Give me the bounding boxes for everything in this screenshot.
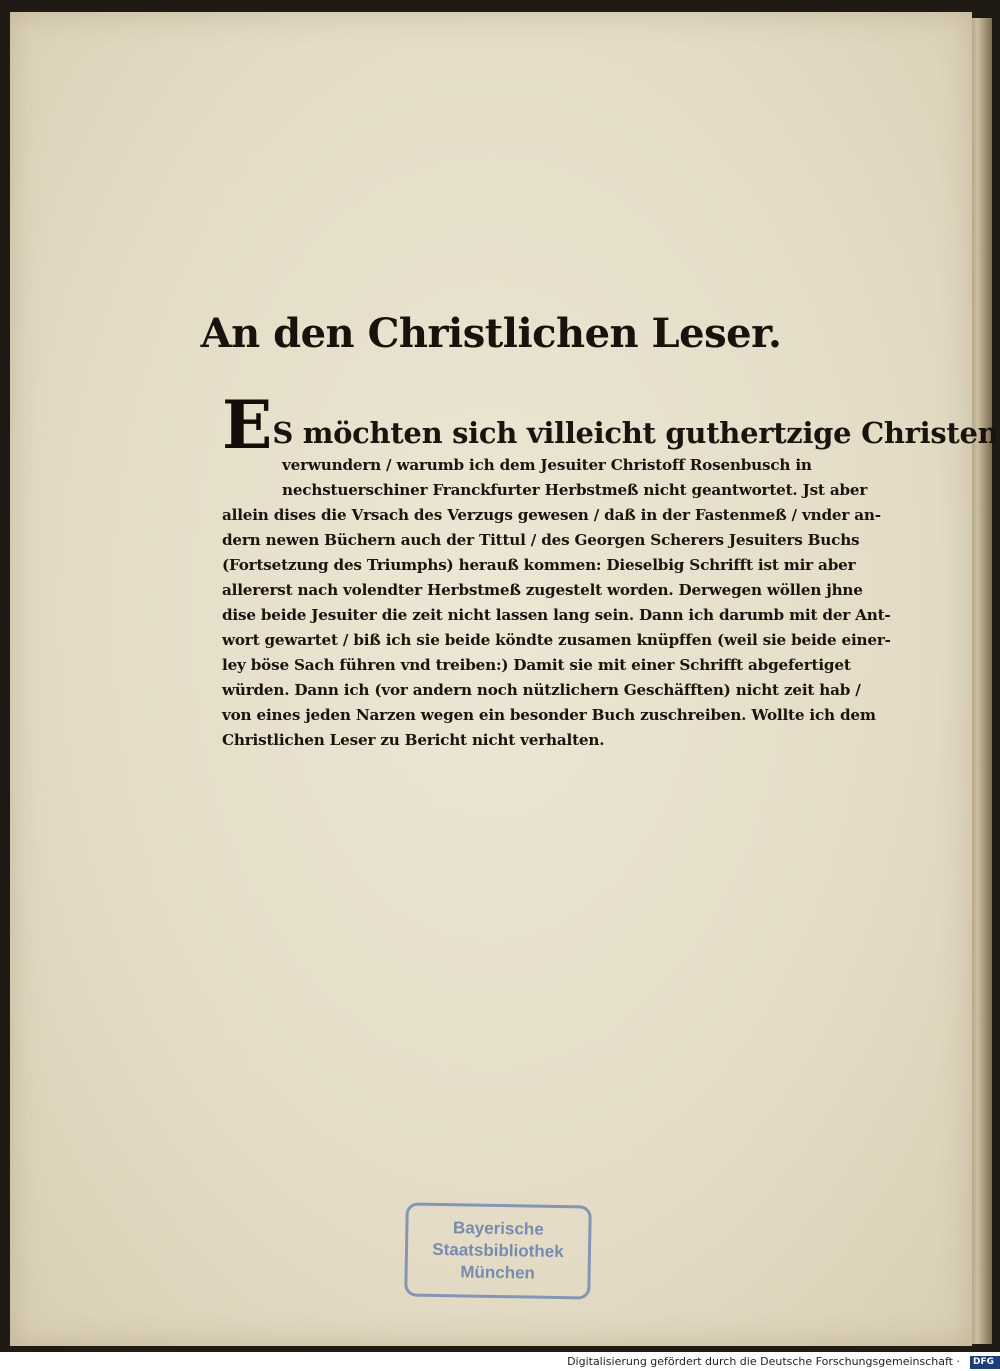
library-stamp (404, 1202, 592, 1299)
stamp-line: Bayerische (452, 1218, 544, 1239)
text-line: dern newen Büchern auch der Tittul / des Georgen Scherers Jesuiters Buchs (222, 531, 860, 549)
body-paragraph (222, 386, 999, 753)
drop-initial: E (222, 386, 273, 464)
dfg-logo-icon: DFG (970, 1356, 1000, 1369)
text-line: nechstuerschiner Franckfurter Herbstmeß nicht geantwortet. Jst aber (282, 481, 868, 499)
text-line: allererst nach volendter Herbstmeß zugestelt worden. Derwegen wöllen jhne (222, 581, 863, 599)
first-line-text: S möchten sich villeicht guthertzige Christen (272, 416, 999, 450)
text-line: (Fortsetzung des Triumphs) herauß kommen: Dieselbig Schrifft ist mir aber (222, 556, 856, 574)
book-page (10, 12, 999, 1346)
footer-text: Digitalisierung gefördert durch die Deutsche Forschungsgemeinschaft · (567, 1355, 960, 1368)
text-line: würden. Dann ich (vor andern noch nützlichern Geschäfften) nicht zeit hab / (222, 681, 861, 699)
stamp-line: München (460, 1262, 536, 1283)
text-line: von eines jeden Narzen wegen ein besonder Buch zuschreiben. Wollte ich dem (222, 706, 876, 724)
text-line: wort gewartet / biß ich sie beide köndte zusamen knüpffen (weil sie beide einer- (222, 631, 891, 649)
digitization-footer (0, 1352, 1000, 1371)
text-line: verwundern / warumb ich dem Jesuiter Christoff Rosenbusch in (282, 456, 812, 474)
first-line (222, 386, 999, 464)
text-line: allein dises die Vrsach des Verzugs gewesen / daß in der Fastenmeß / vnder an- (222, 506, 881, 524)
text-line: ley böse Sach führen vnd treiben:) Damit sie mit einer Schrifft abgefertiget (222, 656, 851, 674)
stamp-line: Staatsbibliothek (432, 1239, 564, 1262)
page-heading: An den Christlichen Leser. (200, 310, 782, 357)
text-line: dise beide Jesuiter die zeit nicht lassen lang sein. Dann ich darumb mit der Ant- (222, 606, 891, 624)
text-line: Christlichen Leser zu Bericht nicht verhalten. (222, 731, 605, 749)
